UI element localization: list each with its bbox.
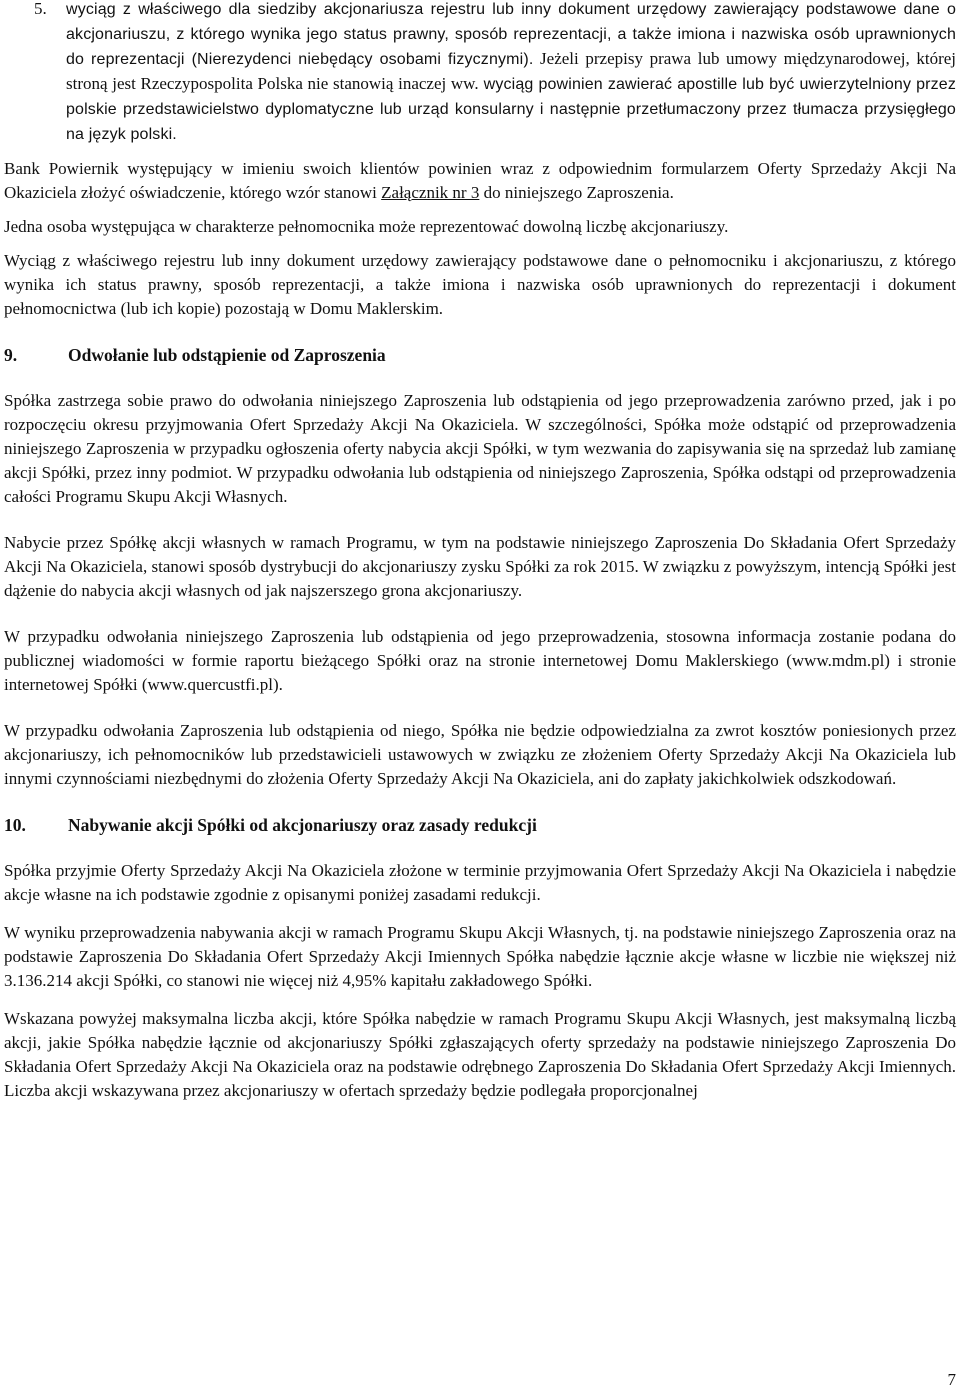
paragraph-text: Bank Powiernik występujący w imieniu swoich klientów powinien wraz z odpowiednim formularzem Oferty Sprzedaży Akcji Na Okaziciela złożyć oświadczenie, którego wzór stanowi bbox=[4, 159, 956, 202]
section-9-paragraph: W przypadku odwołania Zaproszenia lub odstąpienia od niego, Spółka nie będzie odpowiedzialna za zwrot kosztów poniesionych przez akcjonariuszy, ich pełnomocników lub przedstawicieli ustawowych w związku ze złożeniem Oferty Sprzedaży Akcji Na Okaziciela lub innymi czynnościami niezbędnymi do złożenia Oferty Sprzedaży Akcji Na Okaziciela, ani do zapłaty jakichkolwiek odszkodowań. bbox=[4, 721, 956, 788]
list-item-text-part2: Jeżeli przepisy prawa lub umowy międzynarodowej, której stroną jest Rzeczypospolita Polska nie stanowią inaczej ww. bbox=[66, 49, 956, 93]
section-title: Nabywanie akcji Spółki od akcjonariuszy oraz zasady redukcji bbox=[68, 815, 537, 835]
section-10-heading bbox=[4, 813, 956, 837]
page-number: 7 bbox=[947, 1370, 956, 1389]
section-title: Odwołanie lub odstąpienie od Zaproszenia bbox=[68, 345, 386, 365]
section-9-heading bbox=[4, 343, 956, 367]
section-9-paragraph: Spółka zastrzega sobie prawo do odwołania niniejszego Zaproszenia lub odstąpienia od jego przeprowadzenia zarówno przed, jak i po rozpoczęciu okresu przyjmowania Ofert Sprzedaży Akcji Na Okaziciela. W szczególności, Spółka może odstąpić od przeprowadzenia niniejszego Zaproszenia w przypadku ogłoszenia oferty nabycia akcji Spółki, w tym wezwania do zapisywania się na sprzedaż lub zamianę akcji Spółki, przez inny podmiot. W przypadku odwołania lub odstąpienia od niniejszego Zaproszenia, Spółka odstąpi od przeprowadzenia całości Programu Skupu Akcji Własnych. bbox=[4, 391, 956, 506]
section-9-paragraph: Nabycie przez Spółkę akcji własnych w ramach Programu, w tym na podstawie niniejszego Zaproszenia Do Składania Ofert Sprzedaży Akcji Na Okaziciela, stanowi sposób dystrybucji do akcjonariuszy zysku Spółki za rok 2015. W związku z powyższym, intencją Spółki jest dążenie do nabycia akcji własnych od jak najszerszego grona akcjonariuszy. bbox=[4, 533, 956, 600]
section-10-paragraph: Wskazana powyżej maksymalna liczba akcji, które Spółka nabędzie w ramach Programu Skupu Akcji Własnych, jest maksymalną liczbą akcji, jakie Spółka nabędzie łącznie od akcjonariuszy Spółki zgłaszających oferty sprzedaży na podstawie niniejszego Zaproszenia Do Składania Ofert Sprzedaży Akcji Na Okaziciela oraz na podstawie odrębnego Zaproszenia Do Składania Ofert Sprzedaży Akcji Imiennych. Liczba akcji wskazywana przez akcjonariuszy w ofertach sprzedaży będzie podlegała proporcjonalnej bbox=[4, 1009, 956, 1100]
section-number: 10. bbox=[4, 815, 26, 835]
paragraph-proxy: Jedna osoba występująca w charakterze pełnomocnika może reprezentować dowolną liczbę akcjonariuszy. bbox=[4, 217, 729, 236]
list-item-text-part1: wyciąg z właściwego dla siedziby akcjonariusza rejestru lub inny dokument urzędowy zawierający podstawowe dane o akcjonariuszu, z którego wynika jego status prawny, sposób reprezentacji, a także imiona i nazwiska osób uprawnionych do reprezentacji (Nierezydenci niebędący osobami fizycznymi). bbox=[66, 1, 956, 68]
document-page bbox=[4, 0, 956, 1103]
list-item-number: 5. bbox=[34, 0, 47, 18]
paragraph-text: do niniejszego Zaproszenia. bbox=[479, 183, 674, 202]
section-10-paragraph: W wyniku przeprowadzenia nabywania akcji w ramach Programu Skupu Akcji Własnych, tj. na podstawie niniejszego Zaproszenia oraz na podstawie Zaproszenia Do Składania Ofert Sprzedaży Akcji Imiennych Spółka nabędzie łącznie akcje własne w liczbie nie większej niż 3.136.214 akcji Spółki, co stanowi nie więcej niż 4,95% kapitału zakładowego Spółki. bbox=[4, 923, 956, 990]
section-10-paragraph: Spółka przyjmie Oferty Sprzedaży Akcji Na Okaziciela złożone w terminie przyjmowania Ofert Sprzedaży Akcji Na Okaziciela i nabędzie akcje własne na ich podstawie zgodnie z opisanymi poniżej zasadami redukcji. bbox=[4, 861, 956, 904]
list-item-text-part3: wyciąg powinien zawierać apostille lub być uwierzytelniony przez polskie przedstawicielstwo dyplomatyczne lub urząd konsularny i następnie przetłumaczony przez tłumacza przysięgłego na język polski. bbox=[66, 76, 956, 143]
list-item-5 bbox=[4, 0, 956, 147]
paragraph-bank-custodian bbox=[4, 157, 956, 205]
paragraph-register-extract: Wyciąg z właściwego rejestru lub inny dokument urzędowy zawierający podstawowe dane o pełnomocniku i akcjonariuszu, z którego wynika ich status prawny, sposób reprezentacji, a także imiona i nazwiska osób uprawnionych do reprezentacji i dokument pełnomocnictwa (lub ich kopie) pozostają w Domu Maklerskim. bbox=[4, 251, 956, 318]
section-9-paragraph: W przypadku odwołania niniejszego Zaproszenia lub odstąpienia od jego przeprowadzenia, stosowna informacja zostanie podana do publicznej wiadomości w formie raportu bieżącego Spółki oraz na stronie internetowej Domu Maklerskiego (www.mdm.pl) i stronie internetowej Spółki (www.quercustfi.pl). bbox=[4, 627, 956, 694]
annex-3-link: Załącznik nr 3 bbox=[381, 183, 480, 202]
section-number: 9. bbox=[4, 345, 18, 365]
